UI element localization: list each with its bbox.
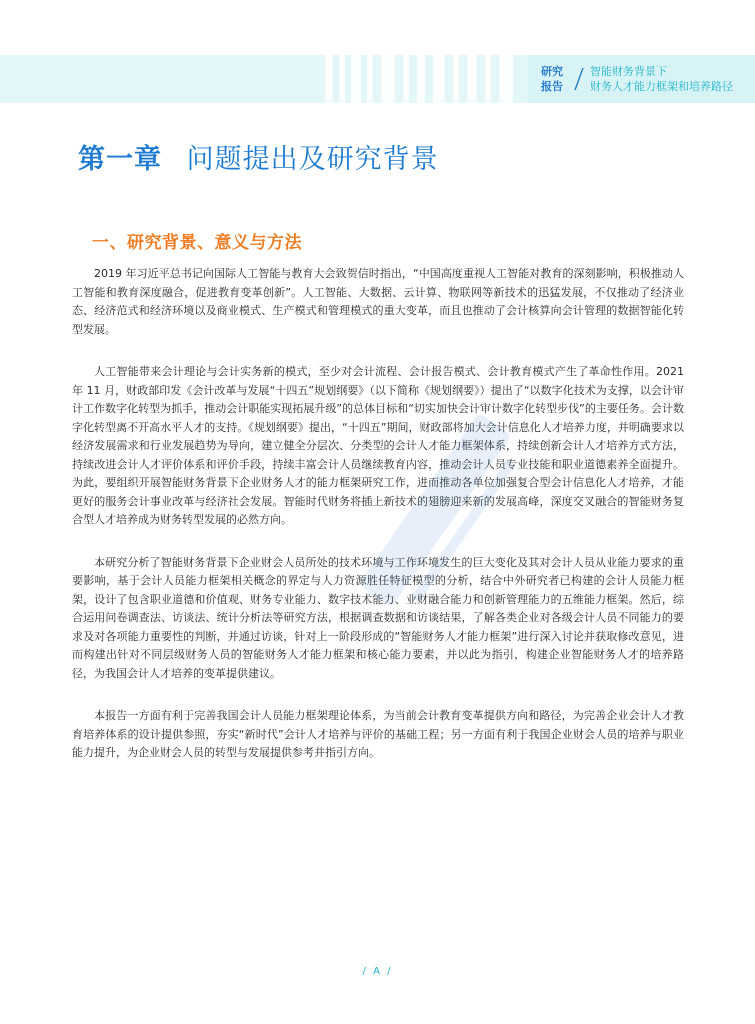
body-text	[72, 265, 684, 787]
slash-divider-icon	[573, 66, 585, 92]
report-tag-line1: 研究	[541, 65, 563, 78]
paragraph-1: 2019 年习近平总书记向国际人工智能与教育大会致贺信时指出，“中国高度重视人工智能对教育的深刻影响，积极推动人工智能和教育深度融合，促进教育变革创新”。人工智能、大数据、云计算、物联网等新技术的迅猛发展，不仅推动了经济业态、经济范式和经济环境以及商业模式、生产模式和管理模式的重大变革，而且也推动了会计核算向会计管理的数据智能化转型发展。	[72, 267, 684, 336]
paragraph-4: 本报告一方面有利于完善我国会计人员能力框架理论体系，为当前会计教育变革提供方向和路径，为完善企业会计人才教育培养体系的设计提供参照，夯实“新时代”会计人才培养与评价的基础工程；另一方面有利于我国企业财会人员的培养与职业能力提升，为企业财会人员的转型与发展提供参考并指引方向。	[72, 709, 684, 759]
page-footer: / A /	[362, 966, 393, 977]
header-stripes	[325, 55, 525, 103]
chapter-number: 第一章	[78, 144, 162, 175]
report-title-line1: 智能财务背景下	[590, 65, 667, 78]
section-heading: 一、研究背景、意义与方法	[92, 233, 302, 253]
report-title-line2: 财务人才能力框架和培养路径	[590, 80, 733, 93]
chapter-heading	[78, 140, 439, 180]
report-tag-line2: 报告	[541, 80, 563, 93]
paragraph-2: 人工智能带来会计理论与会计实务新的模式，至少对会计流程、会计报告模式、会计教育模式产生了革命性作用。2021 年 11 月，财政部印发《会计改革与发展“十四五”规划纲要》（以下简称《规划纲要》）提出了“以数字化技术为支撑，以会计审计工作数字化转型为抓手，推动会计职能实现拓展升级”的总体目标和“切实加快会计审计数字化转型步伐”的主要任务。会计数字化转型离不开高水平人才的支持。《规划纲要》提出，“十四五”期间，财政部将加大会计信息化人才培养力度，并明确要求以经济发展需求和行业发展趋势为导向，建立健全分层次、分类型的会计人才能力框架体系，持续创新会计人才培养方式方法，持续改进会计人才评价体系和评价手段，持续丰富会计人员继续教育内容，推动会计人员专业技能和职业道德素养全面提升。为此，要组织开展智能财务背景下企业财务人才的能力框架研究工作，进而推动各单位加强复合型会计信息化人才培养，才能更好的服务会计事业改革与经济社会发展。智能时代财务将插上新技术的翅膀迎来新的发展高峰，深度交叉融合的智能财务复合型人才培养成为财务转型发展的必然方向。	[72, 365, 684, 526]
report-title	[590, 64, 733, 94]
chapter-title: 问题提出及研究背景	[186, 144, 439, 175]
report-tag	[541, 64, 563, 94]
paragraph-3: 本研究分析了智能财务背景下企业财会人员所处的技术环境与工作环境发生的巨大变化及其对会计人员从业能力要求的重要影响，基于会计人员能力框架相关概念的界定与人力资源胜任特征模型的分析，结合中外研究者已构建的会计人员能力框架，设计了包含职业道德和价值观、财务专业能力、数字技术能力、业财融合能力和创新管理能力的五维能力框架。然后，综合运用问卷调查法、访谈法、统计分析法等研究方法，根据调查数据和访谈结果，了解各类企业对各级会计人员不同能力的要求及对各项能力重要性的判断，并通过访谈，针对上一阶段形成的“智能财务人才能力框架”进行深入讨论并获取修改意见，进而构建出针对不同层级财务人员的智能财务人才能力框架和核心能力要素，并以此为指引，构建企业智能财务人才的培养路径，为我国会计人才培养的变革提供建议。	[72, 555, 684, 680]
